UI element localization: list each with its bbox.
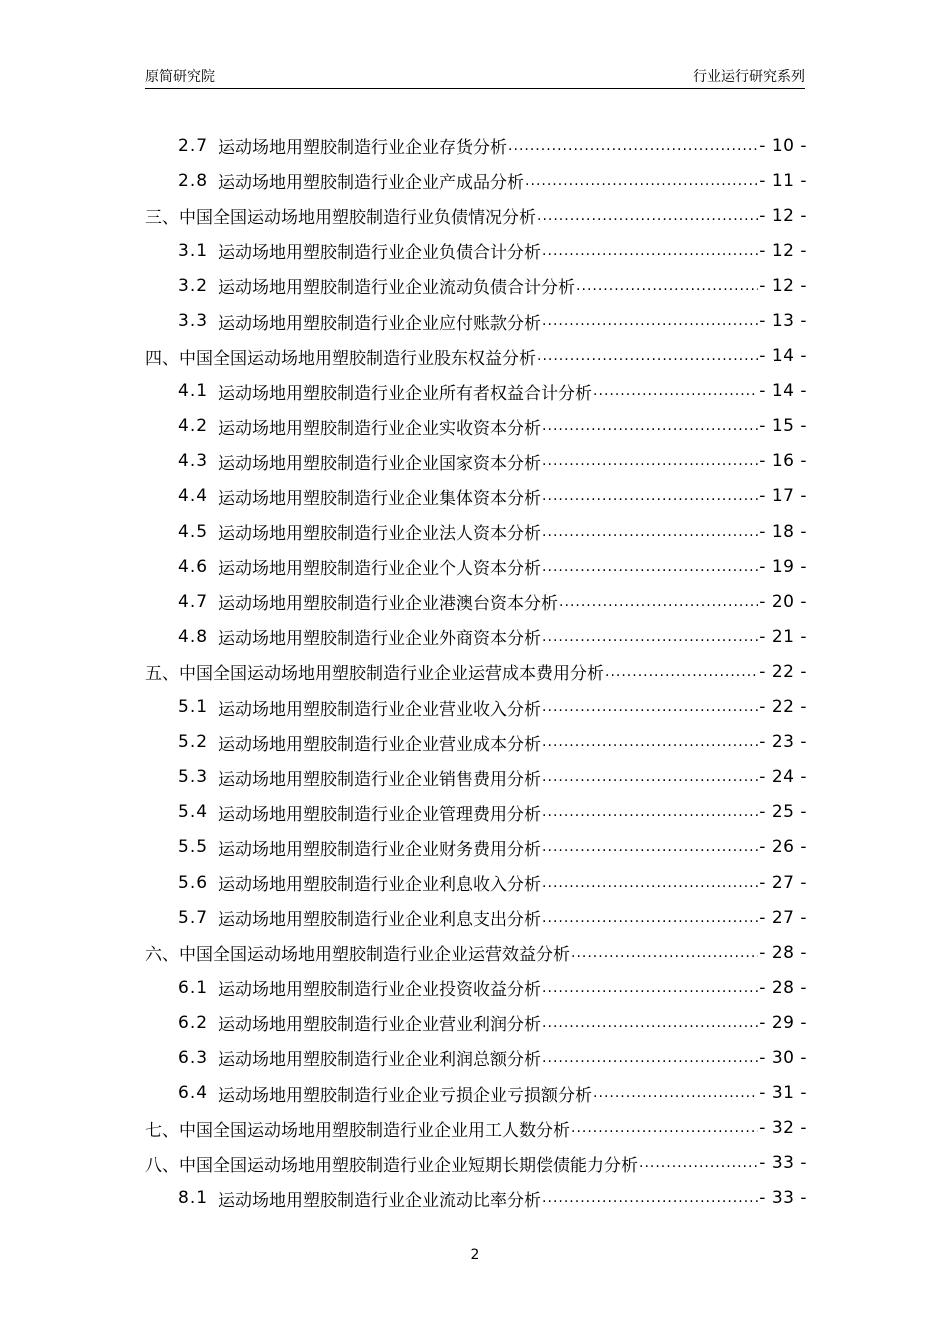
- toc-entry-title: 运动场地用塑胶制造行业企业管理费用分析: [218, 804, 542, 825]
- toc-entry-title: 运动场地用塑胶制造行业企业个人资本分析: [218, 559, 542, 580]
- toc-dot-leader: [571, 945, 758, 961]
- toc-entry-number: 5.1: [178, 697, 209, 718]
- toc-dot-leader: [542, 699, 758, 715]
- toc-entry-title: 运动场地用塑胶制造行业企业利息收入分析: [218, 875, 542, 896]
- toc-entry-page: - 27 -: [759, 872, 807, 893]
- toc-entry-title: 运动场地用塑胶制造行业企业法人资本分析: [218, 524, 542, 545]
- toc-dot-leader: [542, 559, 758, 575]
- toc-entry-number: 4.5: [178, 521, 209, 542]
- toc-entry-title: 运动场地用塑胶制造行业企业财务费用分析: [218, 839, 542, 860]
- toc-entry-number: 4.7: [178, 591, 209, 612]
- toc-subentry[interactable]: [145, 163, 807, 198]
- toc-entry-title: 四、中国全国运动场地用塑胶制造行业股东权益分析: [145, 348, 536, 369]
- toc-entry-title: 运动场地用塑胶制造行业企业营业利润分析: [218, 1015, 542, 1036]
- toc-entry-title: 运动场地用塑胶制造行业企业外商资本分析: [218, 629, 542, 650]
- toc-entry-title: 运动场地用塑胶制造行业企业应付账款分析: [218, 313, 542, 334]
- toc-subentry[interactable]: [145, 690, 807, 725]
- toc-entry-page: - 14 -: [759, 381, 807, 402]
- toc-entry-page: - 12 -: [759, 275, 807, 296]
- toc-entry-number: 3.1: [178, 240, 209, 261]
- header-series-title: 行业运行研究系列: [693, 69, 805, 85]
- toc-entry-page: - 33 -: [759, 1188, 807, 1209]
- toc-subentry[interactable]: [145, 128, 807, 163]
- toc-entry-page: - 22 -: [759, 661, 807, 682]
- toc-entry-page: - 24 -: [759, 767, 807, 788]
- toc-dot-leader: [542, 875, 758, 891]
- toc-entry-title: 运动场地用塑胶制造行业企业产成品分析: [218, 173, 525, 194]
- toc-entry-title: 运动场地用塑胶制造行业企业利息支出分析: [218, 910, 542, 931]
- toc-entry-page: - 28 -: [759, 942, 807, 963]
- toc-dot-leader: [542, 734, 758, 750]
- toc-dot-leader: [537, 208, 758, 224]
- toc-entry-number: 3.3: [178, 311, 209, 332]
- toc-subentry[interactable]: [145, 619, 807, 654]
- toc-dot-leader: [576, 278, 758, 294]
- toc-entry-page: - 33 -: [759, 1153, 807, 1174]
- page-header: [145, 66, 805, 89]
- toc-entry-title: 运动场地用塑胶制造行业企业存货分析: [218, 138, 508, 159]
- toc-entry-title: 运动场地用塑胶制造行业企业港澳台资本分析: [218, 594, 559, 615]
- toc-entry-title: 三、中国全国运动场地用塑胶制造行业负债情况分析: [145, 208, 536, 229]
- toc-entry-number: 5.3: [178, 767, 209, 788]
- toc-dot-leader: [542, 1190, 758, 1206]
- toc-entry-title: 运动场地用塑胶制造行业企业亏损企业亏损额分析: [218, 1085, 593, 1106]
- toc-entry-title: 运动场地用塑胶制造行业企业负债合计分析: [218, 243, 542, 264]
- toc-entry[interactable]: [145, 1146, 807, 1181]
- toc-dot-leader: [542, 910, 758, 926]
- toc-dot-leader: [542, 243, 758, 259]
- toc-entry-number: 5.4: [178, 802, 209, 823]
- toc-dot-leader: [542, 629, 758, 645]
- toc-entry-number: 6.4: [178, 1083, 209, 1104]
- toc-entry-number: 4.4: [178, 486, 209, 507]
- toc-subentry[interactable]: [145, 760, 807, 795]
- toc-entry-title: 七、中国全国运动场地用塑胶制造行业企业用工人数分析: [145, 1120, 570, 1141]
- toc-entry-page: - 29 -: [759, 1012, 807, 1033]
- toc-dot-leader: [542, 524, 758, 540]
- toc-dot-leader: [525, 173, 758, 189]
- toc-dot-leader: [542, 839, 758, 855]
- toc-entry-page: - 23 -: [759, 732, 807, 753]
- toc-entry-number: 4.2: [178, 416, 209, 437]
- toc-entry-page: - 19 -: [759, 556, 807, 577]
- toc-subentry[interactable]: [145, 303, 807, 338]
- toc-entry-number: 6.1: [178, 977, 209, 998]
- toc-entry-title: 运动场地用塑胶制造行业企业流动负债合计分析: [218, 278, 576, 299]
- toc-subentry[interactable]: [145, 865, 807, 900]
- toc-entry-title: 运动场地用塑胶制造行业企业所有者权益合计分析: [218, 383, 593, 404]
- toc-dot-leader: [593, 383, 758, 399]
- toc-entry-page: - 26 -: [759, 837, 807, 858]
- toc-subentry[interactable]: [145, 514, 807, 549]
- toc-subentry[interactable]: [145, 374, 807, 409]
- toc-entry-page: - 16 -: [759, 451, 807, 472]
- toc-entry-title: 五、中国全国运动场地用塑胶制造行业企业运营成本费用分析: [145, 664, 604, 685]
- toc-entry-page: - 22 -: [759, 697, 807, 718]
- toc-subentry[interactable]: [145, 725, 807, 760]
- toc-entry[interactable]: [145, 935, 807, 970]
- toc-dot-leader: [542, 804, 758, 820]
- toc-subentry[interactable]: [145, 830, 807, 865]
- toc-entry-page: - 13 -: [759, 311, 807, 332]
- toc-dot-leader: [639, 1155, 758, 1171]
- toc-entry[interactable]: [145, 1111, 807, 1146]
- table-of-contents: [145, 128, 807, 1216]
- toc-dot-leader: [542, 418, 758, 434]
- toc-entry-title: 运动场地用塑胶制造行业企业实收资本分析: [218, 418, 542, 439]
- toc-entry-number: 4.3: [178, 451, 209, 472]
- toc-dot-leader: [537, 348, 758, 364]
- toc-entry-number: 2.7: [178, 135, 209, 156]
- toc-subentry[interactable]: [145, 479, 807, 514]
- toc-dot-leader: [542, 980, 758, 996]
- toc-entry-title: 运动场地用塑胶制造行业企业投资收益分析: [218, 980, 542, 1001]
- toc-entry-title: 运动场地用塑胶制造行业企业销售费用分析: [218, 769, 542, 790]
- toc-subentry[interactable]: [145, 1040, 807, 1075]
- toc-subentry[interactable]: [145, 268, 807, 303]
- toc-subentry[interactable]: [145, 795, 807, 830]
- toc-entry-page: - 32 -: [759, 1118, 807, 1139]
- toc-dot-leader: [605, 664, 758, 680]
- toc-dot-leader: [542, 1015, 758, 1031]
- toc-entry-page: - 12 -: [759, 205, 807, 226]
- toc-subentry[interactable]: [145, 1005, 807, 1040]
- toc-entry-number: 8.1: [178, 1188, 209, 1209]
- toc-entry-page: - 30 -: [759, 1047, 807, 1068]
- toc-dot-leader: [542, 313, 758, 329]
- toc-dot-leader: [542, 769, 758, 785]
- toc-entry-title: 运动场地用塑胶制造行业企业国家资本分析: [218, 453, 542, 474]
- toc-entry-number: 5.2: [178, 732, 209, 753]
- toc-entry-page: - 11 -: [759, 170, 807, 191]
- toc-entry-page: - 12 -: [759, 240, 807, 261]
- toc-subentry[interactable]: [145, 584, 807, 619]
- toc-entry-page: - 31 -: [759, 1083, 807, 1104]
- toc-entry-page: - 20 -: [759, 591, 807, 612]
- toc-subentry[interactable]: [145, 1076, 807, 1111]
- toc-subentry[interactable]: [145, 900, 807, 935]
- toc-entry-number: 6.2: [178, 1012, 209, 1033]
- toc-entry-title: 运动场地用塑胶制造行业企业营业收入分析: [218, 699, 542, 720]
- page-number: 2: [470, 1247, 480, 1263]
- toc-entry-title: 运动场地用塑胶制造行业企业利润总额分析: [218, 1050, 542, 1071]
- toc-entry-page: - 25 -: [759, 802, 807, 823]
- toc-entry-number: 4.1: [178, 381, 209, 402]
- toc-dot-leader: [571, 1120, 758, 1136]
- toc-subentry[interactable]: [145, 1181, 807, 1216]
- toc-entry[interactable]: [145, 198, 807, 233]
- toc-entry-number: 4.6: [178, 556, 209, 577]
- toc-dot-leader: [508, 138, 758, 154]
- toc-entry-title: 运动场地用塑胶制造行业企业集体资本分析: [218, 488, 542, 509]
- toc-entry-number: 5.7: [178, 907, 209, 928]
- toc-subentry[interactable]: [145, 444, 807, 479]
- toc-subentry[interactable]: [145, 409, 807, 444]
- toc-entry-title: 运动场地用塑胶制造行业企业营业成本分析: [218, 734, 542, 755]
- toc-entry-page: - 28 -: [759, 977, 807, 998]
- toc-subentry[interactable]: [145, 549, 807, 584]
- toc-entry-page: - 21 -: [759, 626, 807, 647]
- toc-dot-leader: [542, 488, 758, 504]
- toc-entry-number: 4.8: [178, 626, 209, 647]
- toc-entry-page: - 15 -: [759, 416, 807, 437]
- toc-entry-number: 3.2: [178, 275, 209, 296]
- toc-dot-leader: [559, 594, 758, 610]
- toc-entry-title: 运动场地用塑胶制造行业企业流动比率分析: [218, 1190, 542, 1211]
- toc-dot-leader: [593, 1085, 758, 1101]
- toc-entry-number: 5.6: [178, 872, 209, 893]
- toc-entry-number: 5.5: [178, 837, 209, 858]
- toc-subentry[interactable]: [145, 233, 807, 268]
- toc-entry-page: - 17 -: [759, 486, 807, 507]
- toc-entry-title: 六、中国全国运动场地用塑胶制造行业企业运营效益分析: [145, 945, 570, 966]
- toc-entry-page: - 27 -: [759, 907, 807, 928]
- toc-dot-leader: [542, 1050, 758, 1066]
- toc-entry[interactable]: [145, 654, 807, 689]
- toc-subentry[interactable]: [145, 970, 807, 1005]
- toc-entry-page: - 10 -: [759, 135, 807, 156]
- toc-entry-number: 6.3: [178, 1047, 209, 1068]
- toc-entry-number: 2.8: [178, 170, 209, 191]
- toc-entry-title: 八、中国全国运动场地用塑胶制造行业企业短期长期偿债能力分析: [145, 1155, 638, 1176]
- toc-entry-page: - 14 -: [759, 346, 807, 367]
- toc-entry-page: - 18 -: [759, 521, 807, 542]
- toc-entry[interactable]: [145, 339, 807, 374]
- toc-dot-leader: [542, 453, 758, 469]
- header-org-name: 原简研究院: [145, 69, 215, 85]
